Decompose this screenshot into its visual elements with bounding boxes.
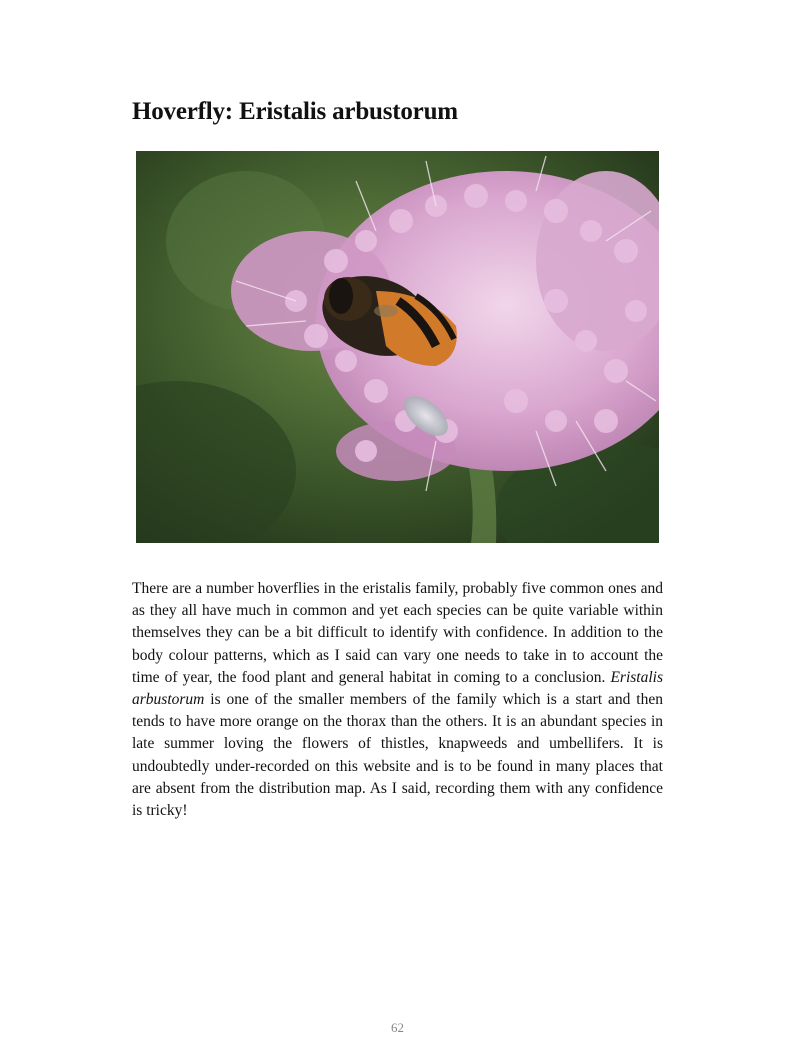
body-paragraph	[132, 578, 663, 822]
hoverfly-photo	[136, 151, 659, 543]
page-number: 62	[391, 1020, 404, 1035]
body-text-part2: is one of the smaller members of the family which is a start and then tends to have more orange on the thorax than the others. It is an abundant species in late summer loving the flowers of thistles, knapweeds and umbellifers. It is undoubtedly under-recorded on this website and is to be found in many places that are absent from the distribution map. As I said, recording them with any confidence is tricky!	[132, 691, 663, 820]
body-text-part1: There are a number hoverflies in the eristalis family, probably five common ones and as they all have much in common and yet each species can be quite variable within themselves they can be a bit difficult to identify with confidence. In addition to the body colour patterns, which as I said can vary one needs to take in to account the time of year, the food plant and general habitat in coming to a conclusion.	[132, 580, 663, 686]
species-name-italic: Eristalis arbustorum	[132, 668, 663, 709]
page-title: Hoverfly: Eristalis arbustorum	[132, 98, 458, 125]
